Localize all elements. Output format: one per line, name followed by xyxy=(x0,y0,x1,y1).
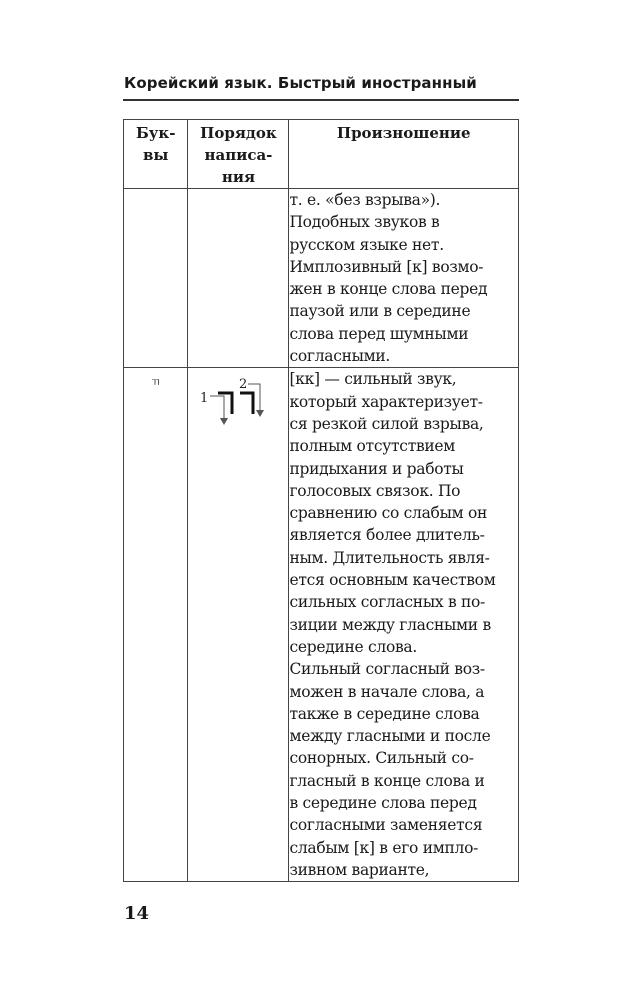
text-line: можен в начале слова, а xyxy=(289,682,485,701)
text-line: т. е. «без взрыва»). xyxy=(289,191,441,209)
pronunciation-cell xyxy=(289,368,519,882)
letter-cell xyxy=(124,189,188,368)
text-line: ным. Длительность явля- xyxy=(289,548,490,567)
text-line: является более длитель- xyxy=(289,526,485,545)
stroke-label-2: 2 xyxy=(239,377,248,393)
text-line: голосовых связок. По xyxy=(289,481,461,500)
header-stroke-order xyxy=(188,120,289,189)
text-line: [кк] — сильный звук, xyxy=(289,370,457,389)
table-row xyxy=(124,368,519,882)
text-line: слова перед шумными xyxy=(289,324,469,343)
text-line: ется основным качеством xyxy=(289,571,496,590)
header-pronunciation-line: Произношение xyxy=(336,124,471,142)
text-line: зиции между гласными в xyxy=(289,615,491,634)
letter-cell: ㄲ xyxy=(124,368,188,882)
stroke-order-cell xyxy=(188,189,289,368)
text-line: гласный в конце слова и xyxy=(289,771,485,790)
stroke-label-1: 1 xyxy=(200,391,209,407)
text-line: согласными заменяется xyxy=(289,816,483,835)
pronunciation-cell xyxy=(289,189,519,368)
text-line: Сильный согласный воз- xyxy=(289,660,485,679)
text-line: который характеризует- xyxy=(289,392,483,411)
stroke-order-cell xyxy=(188,368,289,882)
text-line: полным отсутствием xyxy=(289,437,456,456)
header-stroke-line: ния xyxy=(221,168,256,186)
text-line: согласными. xyxy=(289,347,391,366)
running-head: Корейский язык. Быстрый иностранный xyxy=(124,74,477,92)
text-line: зивном варианте, xyxy=(289,860,430,879)
text-line: между гласными и после xyxy=(289,727,491,746)
letters-table xyxy=(123,119,519,882)
stroke-order-diagram-icon xyxy=(188,368,288,428)
header-letters xyxy=(124,120,188,189)
ssanggiyeok-stroke-icon xyxy=(188,368,288,428)
text-line: слабым [к] в его импло- xyxy=(289,838,479,857)
text-line: сонорных. Сильный со- xyxy=(289,749,474,768)
header-rule xyxy=(123,99,519,101)
header-stroke-line: написа- xyxy=(204,146,273,164)
text-line: в середине слова перед xyxy=(289,794,477,813)
text-line: сравнению со слабым он xyxy=(289,504,488,523)
text-line: Имплозивный [к] возмо- xyxy=(289,257,484,276)
header-pronunciation xyxy=(289,120,519,189)
text-line: придыхания и работы xyxy=(289,459,464,478)
text-line: сильных согласных в по- xyxy=(289,593,485,612)
text-line: паузой или в середине xyxy=(289,302,471,321)
text-line: Подобных звуков в xyxy=(289,213,440,232)
text-line: ся резкой силой взрыва, xyxy=(289,414,484,433)
header-stroke-line: Порядок xyxy=(200,124,277,142)
page-number: 14 xyxy=(124,903,150,924)
table-header-row xyxy=(124,120,519,189)
text-line: середине слова. xyxy=(289,637,417,656)
table-row xyxy=(124,189,519,368)
text-line: русском языке нет. xyxy=(289,235,444,254)
text-line: жен в конце слова перед xyxy=(289,280,488,299)
header-letters-line: Бук- xyxy=(135,124,176,142)
header-letters-line: вы xyxy=(143,146,169,164)
text-line: также в середине слова xyxy=(289,704,480,723)
